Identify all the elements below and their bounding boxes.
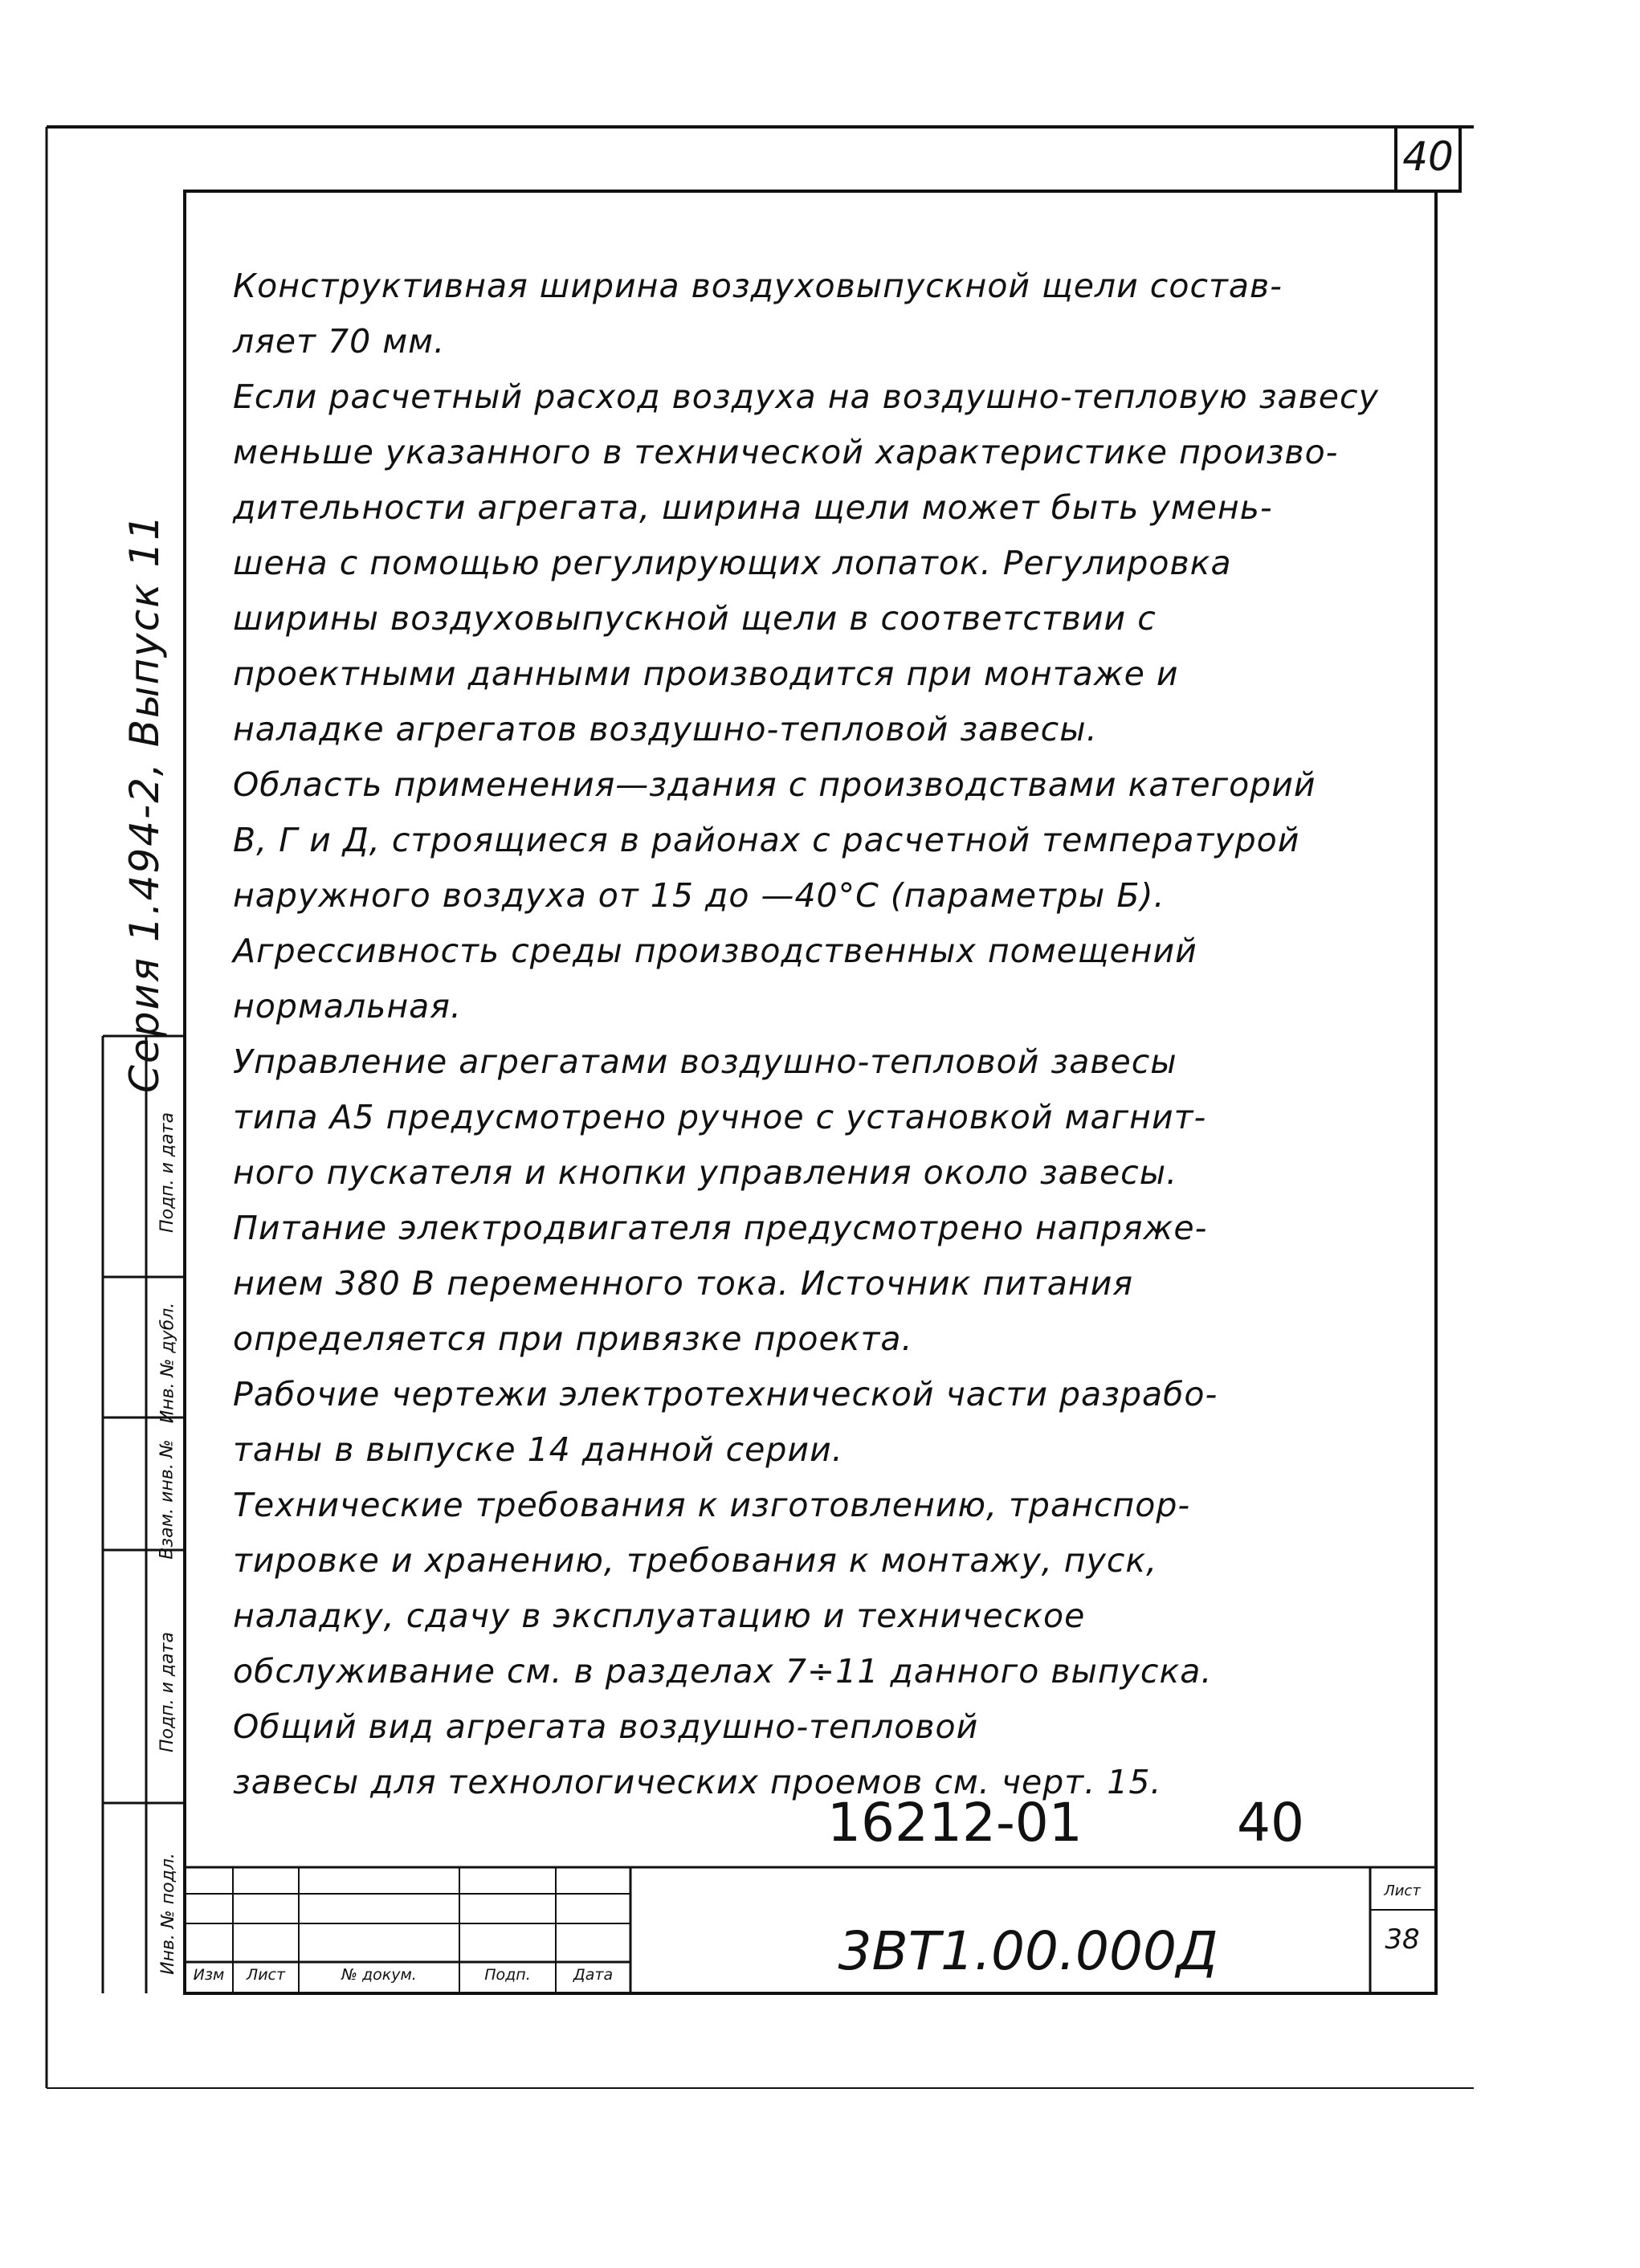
body-line: ширины воздуховыпускной щели в соответствии с (233, 599, 1157, 638)
body-line: наружного воздуха от 15 до —40°С (параметры Б). (233, 876, 1165, 915)
body-line: типа А5 предусмотрено ручное с установкой магнит- (233, 1098, 1207, 1136)
handwritten-code: 16212-01 (827, 1792, 1083, 1854)
body-line: Питание электродвигателя предусмотрено напряже- (233, 1209, 1208, 1247)
body-line: Рабочие чертежи электротехнической части разрабо- (233, 1375, 1218, 1413)
body-line: ляет 70 мм. (233, 322, 446, 361)
document-code: 3ВТ1.00.000Д (838, 1920, 1218, 1982)
body-line: меньше указанного в технической характеристике произво- (233, 433, 1339, 471)
handwritten-annotation (827, 1787, 1389, 1859)
body-line: наладку, сдачу в эксплуатацию и техническое (233, 1597, 1086, 1635)
margin-stamp-podp-data-2: Подп. и дата (157, 1112, 177, 1233)
body-line: Область применения—здания с производствами категорий (233, 765, 1316, 804)
body-line: завесы для технологических проемов см. черт. 15. (233, 1763, 1162, 1801)
column-label-date: Дата (573, 1966, 614, 1984)
body-line: Управление агрегатами воздушно-тепловой завесы (233, 1042, 1177, 1081)
body-line: определяется при привязке проекта. (233, 1320, 913, 1358)
margin-stamp-vzam-inv: Взам. инв. № (157, 1439, 177, 1560)
body-line: нормальная. (233, 987, 462, 1026)
body-line: Если расчетный расход воздуха на воздушно-тепловую завесу (233, 377, 1379, 416)
body-line: обслуживание см. в разделах 7÷11 данного выпуска. (233, 1652, 1213, 1691)
margin-stamp-podp-data: Подп. и дата (157, 1632, 177, 1752)
body-line: шена с помощью регулирующих лопаток. Регулировка (233, 544, 1232, 582)
body-line: наладке агрегатов воздушно-тепловой завесы. (233, 710, 1098, 749)
column-label-sign: Подп. (484, 1966, 531, 1984)
body-line: Общий вид агрегата воздушно-тепловой (233, 1707, 979, 1746)
body-line: тировке и хранению, требования к монтажу, пуск, (233, 1541, 1158, 1580)
body-line: проектными данными производится при монтаже и (233, 655, 1179, 693)
document-body (233, 259, 1446, 1810)
body-line: Технические требования к изготовлению, транспор- (233, 1486, 1191, 1524)
body-line: таны в выпуске 14 данной серии. (233, 1430, 843, 1469)
margin-stamp-inv-dubl: Инв. № дубл. (157, 1302, 178, 1424)
column-label-izm: Изм (193, 1966, 225, 1984)
body-line: нием 380 В переменного тока. Источник питания (233, 1264, 1134, 1303)
margin-stamp-inv-podl: Инв. № подл. (157, 1853, 178, 1975)
page-number-top: 40 (1402, 133, 1454, 180)
body-line: ного пускателя и кнопки управления около завесы. (233, 1153, 1178, 1192)
body-line: дительности агрегата, ширина щели может быть умень- (233, 488, 1273, 527)
body-line: В, Г и Д, строящиеся в районах с расчетной температурой (233, 821, 1300, 859)
body-line: Агрессивность среды производственных помещений (233, 932, 1197, 970)
sheet-label: Лист (1384, 1883, 1421, 1899)
handwritten-page-number: 40 (1237, 1792, 1304, 1854)
column-label-list: Лист (246, 1966, 286, 1984)
body-line: Конструктивная ширина воздуховыпускной щели состав- (233, 267, 1283, 305)
column-label-doc: № докум. (341, 1966, 417, 1984)
series-title: Серия 1.494-2, Выпуск 11 (121, 513, 168, 1093)
sheet-number: 38 (1385, 1923, 1420, 1956)
